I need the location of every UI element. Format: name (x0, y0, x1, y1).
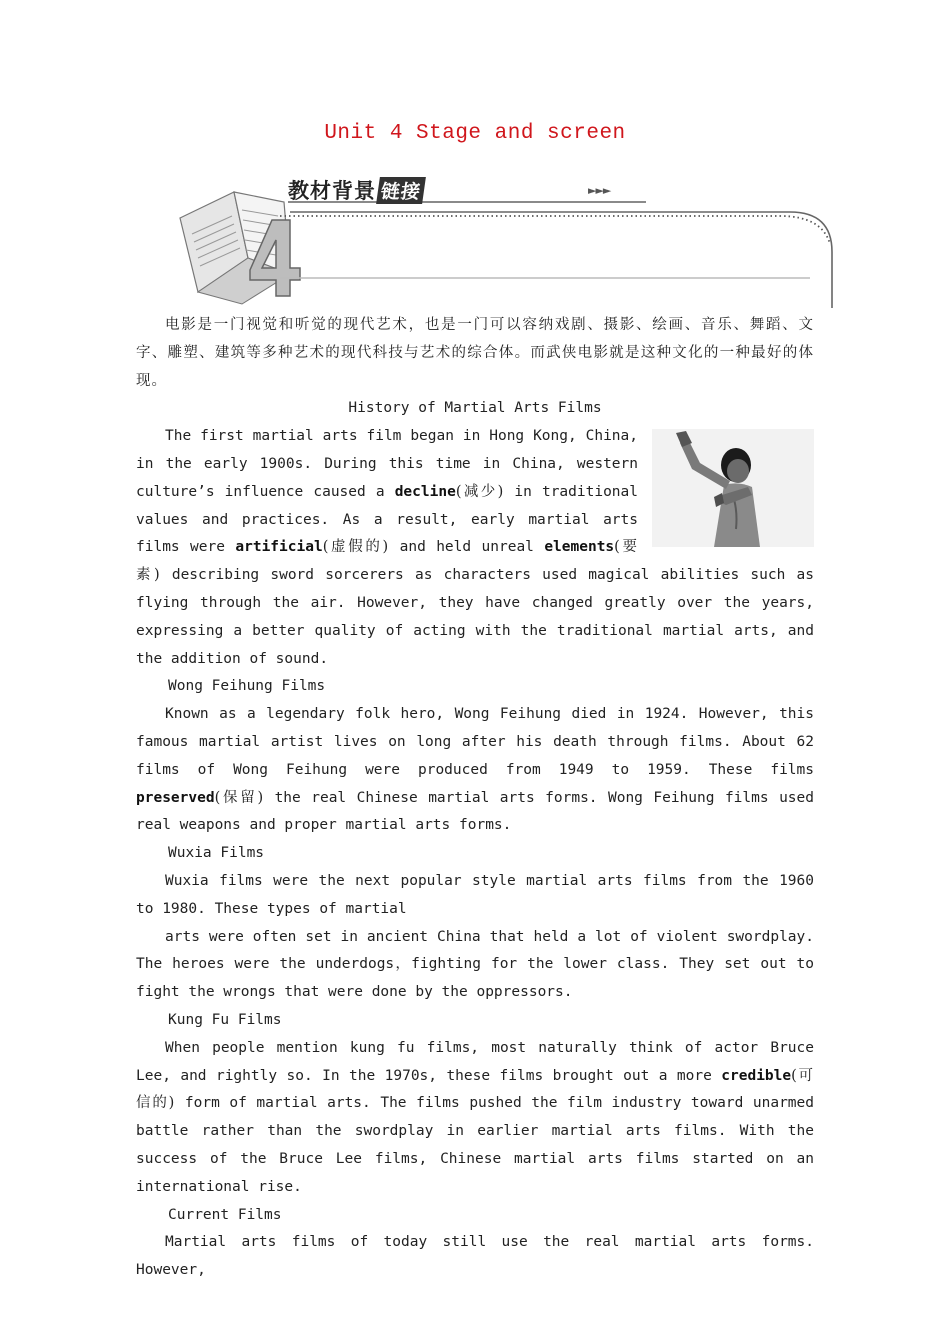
keyword-artificial: artificial (235, 539, 323, 556)
paragraph-text: describing sword sorcerers as characters used magical abilities such as flying through the air. However, they have changed greatly over the years, expressing a better quality of acting with the traditional martial arts, and the addition of sound. (136, 567, 814, 667)
page-title: Unit 4 Stage and screen (324, 122, 626, 145)
gloss-credible: (可信的) (136, 1067, 814, 1112)
banner-label-main: 教材背景 (288, 179, 376, 203)
martial-artist-photo (652, 429, 814, 547)
keyword-elements: elements (544, 539, 615, 556)
book-illustration-icon (170, 172, 840, 312)
gloss-artificial: (虚假的) (322, 539, 390, 556)
paragraph-text: The first martial arts film began in Hong Kong, China, in the early 1900s. During this time in China, western culture’s influence caused a (136, 428, 638, 500)
section-heading-current: Current Films (168, 1206, 282, 1223)
paragraph-text: Known as a legendary folk hero, Wong Feihung died in 1924. However, this famous martial artist lives on long after his death through films. About 62 films of Wong Feihung were produced from 1949 to 1959. These films (136, 706, 814, 778)
banner-label (288, 175, 424, 205)
gloss-decline: (减少) (455, 483, 505, 500)
gloss-elements: (要素) (136, 539, 638, 584)
paragraph-text: When people mention kung fu films, most naturally think of actor Bruce Lee, and rightly so. In the 1970s, these films brought out a more (136, 1039, 814, 1084)
paragraph-text: the real Chinese martial arts forms. Wong Feihung films used real weapons and proper martial arts forms. (136, 789, 814, 834)
main-content (136, 312, 814, 1285)
paragraph-text: and held unreal (389, 539, 545, 556)
intro-paragraph: 电影是一门视觉和听觉的现代艺术，也是一门可以容纳戏剧、摄影、绘画、音乐、舞蹈、文字、雕塑、建筑等多种艺术的现代科技与艺术的综合体。而武侠电影就是这种文化的一种最好的体现。 (136, 317, 814, 389)
section-heading-kung-fu: Kung Fu Films (168, 1011, 282, 1028)
current-paragraph: Martial arts films of today still use the real martial arts forms. However, (136, 1234, 814, 1279)
paragraph-text: in traditional values and practices. As a result, early martial arts films were (136, 483, 638, 556)
keyword-credible: credible (721, 1067, 792, 1084)
keyword-preserved: preserved (136, 789, 215, 806)
wong-feihung-paragraph (136, 701, 814, 840)
section-banner (170, 172, 840, 312)
wuxia-paragraph-1: Wuxia films were the next popular style martial arts films from the 1960 to 1980. These types of martial (136, 872, 814, 917)
banner-label-tag: 链接 (376, 177, 426, 204)
section-heading-wong-feihung: Wong Feihung Films (168, 678, 326, 695)
photo-image (652, 429, 814, 547)
article-heading: History of Martial Arts Films (348, 400, 602, 417)
paragraph-text: form of martial arts. The films pushed the film industry toward unarmed battle rather than the swordplay in earlier martial arts films. With the success of the Bruce Lee films, Chinese martial arts films started on an international rise. (136, 1095, 814, 1195)
kung-fu-paragraph (136, 1035, 814, 1202)
arrows-icon: ►►► (588, 184, 611, 197)
wuxia-paragraph-2: arts were often set in ancient China that held a lot of violent swordplay. The heroes were the underdogs，fighting for the lower class. They set out to fight the wrongs that were done by the oppressors. (136, 928, 814, 1001)
keyword-decline: decline (394, 483, 456, 500)
gloss-preserved: (保留) (214, 789, 265, 806)
section-heading-wuxia: Wuxia Films (168, 845, 265, 862)
